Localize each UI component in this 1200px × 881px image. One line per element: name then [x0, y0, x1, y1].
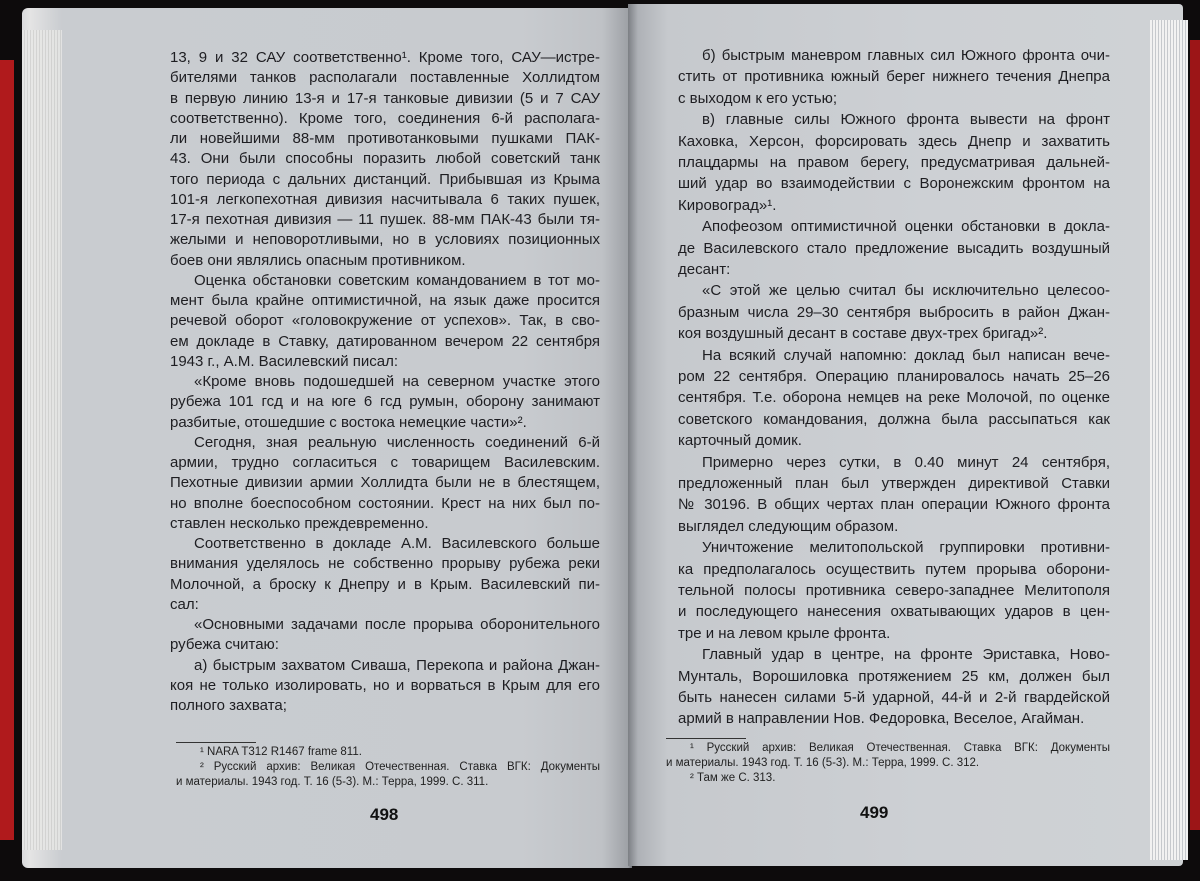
text-line: ли новейшими 88-мм противотанковыми пушками ПАК- [170, 130, 600, 147]
text-line: Сегодня, зная реальную численность соединений 6-й [194, 433, 600, 451]
footnote-line: ¹ Русский архив: Великая Отечественная. Ставка ВГК: Документы [690, 742, 1110, 754]
footnote-line: ¹ NARA T312 R1467 frame 811. [200, 746, 362, 758]
text-line: в первую линию 13-я и 17-я танковые дивизии (5 и 7 САУ [170, 89, 600, 107]
right-page-edges [1150, 20, 1188, 860]
text-line: 17-я пехотная дивизия — 11 пушек. 88-мм ПАК-43 были тя- [170, 211, 600, 228]
text-line: Мунталь, Ворошиловка протяжением 25 км, должен был [678, 667, 1110, 685]
text-line: 101-я легкопехотная дивизия насчитывала 6 таких пушек, [170, 190, 600, 208]
text-line: ший удар во взаимодействии с Воронежским фронтом на [678, 175, 1110, 193]
text-line: разбитые, отошедшие с востока немецкие части»². [170, 413, 527, 431]
text-line: Соответственно в докладе А.М. Василевского больше [194, 535, 600, 552]
text-line: Примерно через сутки, в 0.40 минут 24 сентября, [702, 453, 1110, 471]
footnote-line: ² Русский архив: Великая Отечественная. Ставка ВГК: Документы [200, 761, 600, 773]
background-red-edge-left [0, 60, 14, 840]
text-line: выглядел следующим образом. [678, 517, 899, 535]
text-line: «Основными задачами после прорыва оборонительного [194, 616, 600, 633]
text-line: десант: [678, 261, 731, 278]
footnote-line: и материалы. 1943 год. Т. 16 (5-3). М.: Терра, 1999. С. 311. [176, 776, 489, 788]
text-line: коя не только изолировать, но и ворваться в Крым для его [170, 676, 600, 694]
text-line: внимания уделялось не собственно прорыву рубежа реки [170, 555, 600, 573]
text-line: а) быстрым захватом Сиваша, Перекопа и района Джан- [194, 656, 600, 674]
footnote-line: и материалы. 1943 год. Т. 16 (5-3). М.: Терра, 1999. С. 312. [666, 757, 980, 769]
footnote-line: ² Там же С. 313. [690, 772, 776, 784]
text-line: 43. Они были способны поразить любой советский танк [170, 150, 600, 168]
text-line: Молочной, а броску к Днепру и в Крым. Василевский пи- [170, 575, 600, 593]
text-line: с выходом к его устью; [678, 89, 837, 107]
left-footnote-separator [176, 742, 256, 743]
text-line: ром 22 сентября. Операцию планировалось начать 25–26 [678, 368, 1110, 385]
text-line: советского командования, должна была рассыпаться как [678, 410, 1110, 428]
text-line: карточный домик. [678, 432, 802, 450]
text-line: бителями танков располагали поставленные Холлидтом [170, 69, 600, 87]
left-footnotes [176, 745, 600, 790]
text-line: но вполне боеспособном состоянии. Крест на них был по- [170, 494, 600, 512]
right-footnotes [666, 741, 1110, 786]
text-line: сентября. Т.е. оборона немцев на реке Молочой, по оценке [678, 389, 1110, 407]
text-line: в) главные силы Южного фронта вывести на фронт [702, 111, 1110, 129]
text-line: того периода с дальних дистанций. Прибывшая из Крыма [170, 170, 600, 188]
text-line: рубежа считаю: [170, 636, 279, 654]
text-line: тельной полосы противника северо-западнее Мелитополя [678, 582, 1110, 599]
text-line: Кировоград»¹. [678, 196, 777, 214]
text-line: 1943 г., А.М. Василевский писал: [170, 352, 399, 370]
text-line: быть нанесен силами 5-й ударной, 44-й и 2-й гвардейской [678, 689, 1110, 706]
text-line: тре и на левом крыле фронта. [678, 624, 891, 642]
right-page-number: 499 [860, 803, 889, 822]
text-line: предложенный план был утвержден директивой Ставки [678, 475, 1110, 492]
text-line: Уничтожение мелитопольской группировки противни- [702, 539, 1110, 557]
text-line: бразным числа 29–30 сентября выбросить в район Джан- [678, 303, 1110, 321]
text-line: плацдармы на правом берегу, предусматривая дальней- [678, 154, 1110, 171]
text-line: Каховка, Херсон, форсировать здесь Днепр и захватить [678, 132, 1110, 150]
text-line: «Кроме вновь подошедшей на северном участке этого [194, 373, 600, 390]
text-line: полного захвата; [170, 697, 287, 714]
text-line: стить от противника южный берег нижнего течения Днепра [678, 68, 1110, 86]
text-line: 13, 9 и 32 САУ соответственно¹. Кроме того, САУ—истре- [170, 49, 600, 66]
text-line: армии, трудно согласиться с товарищем Василевским. [170, 454, 600, 471]
text-line: № 30196. В общих чертах план операции Южного фронта [678, 496, 1110, 514]
text-line: б) быстрым маневром главных сил Южного фронта очи- [702, 47, 1110, 64]
text-line: коя воздушный десант в составе двух-трех бригад»². [678, 325, 1048, 343]
text-line: Главный удар в центре, на фронте Эриставка, Ново- [702, 646, 1110, 664]
text-line: армий в направлении Нов. Федоровка, Веселое, Агайман. [678, 710, 1085, 728]
text-line: де Василевского стало предложение высадить воздушный [678, 239, 1110, 257]
text-line: ем докладе в Ставку, датированном вечером 22 сентября [170, 332, 600, 350]
text-line: Пехотные дивизии армии Холлидта были не в блестящем, [170, 474, 600, 492]
text-line: соответственно). Кроме того, соединения 6-й располага- [170, 109, 600, 127]
text-line: Апофеозом оптимистичной оценки обстановки в докла- [702, 218, 1110, 236]
text-line: желыми и неповоротливыми, но в условиях позиционных [170, 231, 600, 249]
text-line: На всякий случай напомню: доклад был написан вече- [702, 346, 1110, 364]
left-page-edges [22, 30, 62, 850]
text-line: мент была крайне оптимистичной, на язык даже просится [170, 292, 600, 309]
text-line: «С этой же целью считал бы исключительно целесоо- [702, 282, 1110, 300]
text-line: речевой оборот «головокружение от успехов». Так, в сво- [170, 312, 600, 330]
left-page-number: 498 [370, 805, 399, 824]
text-line: Оценка обстановки советским командованием в тот мо- [194, 271, 600, 289]
background-red-edge-right [1190, 40, 1200, 830]
text-line: ставлен несколько преждевременно. [170, 514, 429, 532]
right-footnote-separator [666, 738, 746, 739]
text-line: и последующего нанесения охватывающих ударов в цен- [678, 603, 1110, 621]
text-line: ка предполагалось осуществить путем прорыва оборони- [678, 560, 1110, 578]
text-line: сал: [170, 595, 199, 613]
text-line: боев они являлись опасным противником. [170, 251, 466, 269]
text-line: рубежа 101 гсд и на юге 6 гсд румын, оборону занимают [170, 393, 600, 411]
